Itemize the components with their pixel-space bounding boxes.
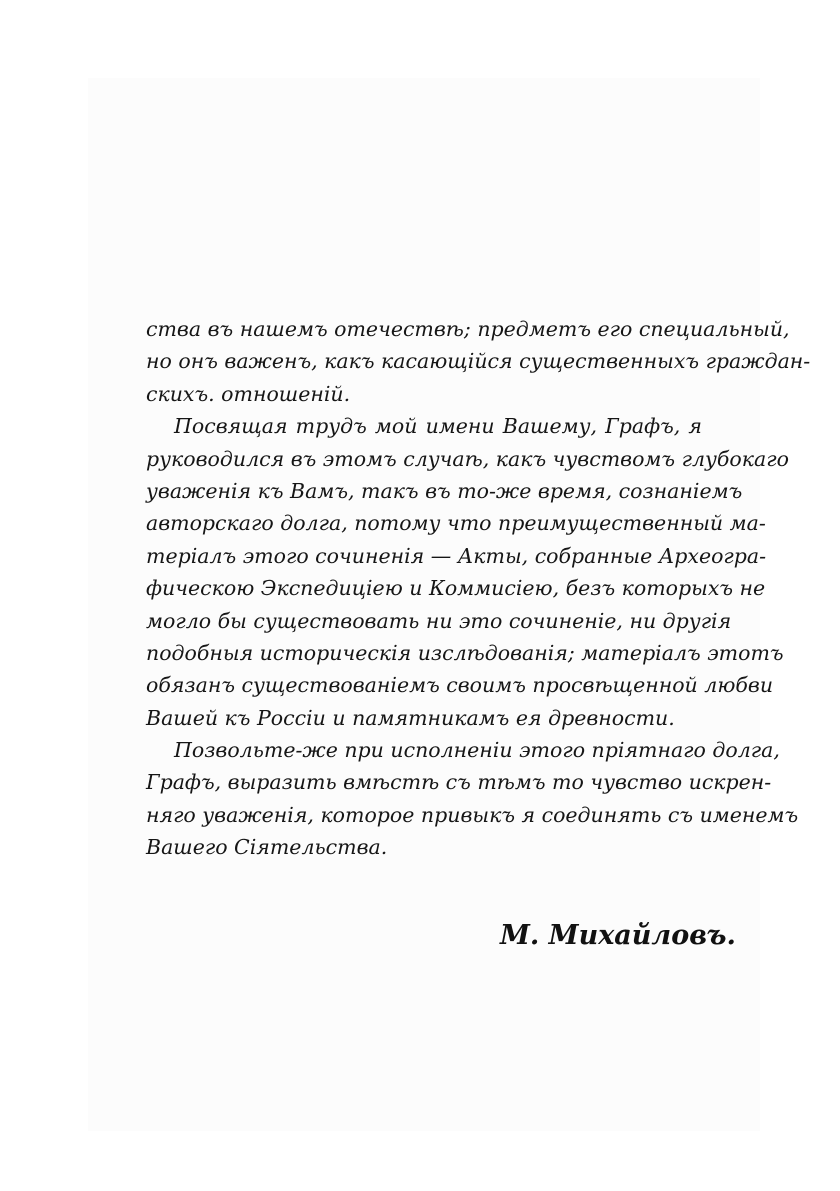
text-line: но онъ важенъ, какъ касающiйся существенныхъ граждан- xyxy=(146,349,811,374)
text-line: авторскаго долга, потому что преимущественный ма- xyxy=(146,511,766,536)
dedication-text xyxy=(146,313,811,864)
text-line: руководился въ этомъ случаѣ, какъ чувствомъ глубокаго xyxy=(146,446,789,471)
text-line: обязанъ существованiемъ своимъ просвѣщенной любви xyxy=(146,673,774,698)
text-line: няго уваженiя, которое привыкъ я соединять съ именемъ xyxy=(146,802,799,827)
author-signature: М. Михайловъ. xyxy=(500,920,736,951)
text-line: Позвольте-же при исполненiи этого прiятнаго долга, xyxy=(174,738,780,763)
text-line: уваженiя къ Вамъ, такъ въ то-же время, сознанiемъ xyxy=(146,478,743,503)
text-line: терiалъ этого сочиненiя — Акты, собранные Археогра- xyxy=(146,543,767,568)
text-line: Вашего Сiятельства. xyxy=(146,835,388,860)
text-line: скихъ. отношенiй. xyxy=(146,381,351,406)
text-line: Вашей къ Россiи и памятникамъ ея древности. xyxy=(146,705,675,730)
text-line: подобныя историческiя изслѣдованiя; матерiалъ этотъ xyxy=(146,640,784,665)
text-line: фическою Экспедицiею и Коммисiею, безъ которыхъ не xyxy=(146,576,766,601)
text-line: Графъ, выразить вмѣстѣ съ тѣмъ то чувство искрен- xyxy=(146,770,772,795)
text-line: могло бы существовать ни это сочиненiе, ни другiя xyxy=(146,608,732,633)
text-line: Посвящая трудъ мой имени Вашему, Графъ, я xyxy=(174,414,702,439)
text-line: ства въ нашемъ отечествѣ; предметъ его специальный, xyxy=(146,317,790,341)
